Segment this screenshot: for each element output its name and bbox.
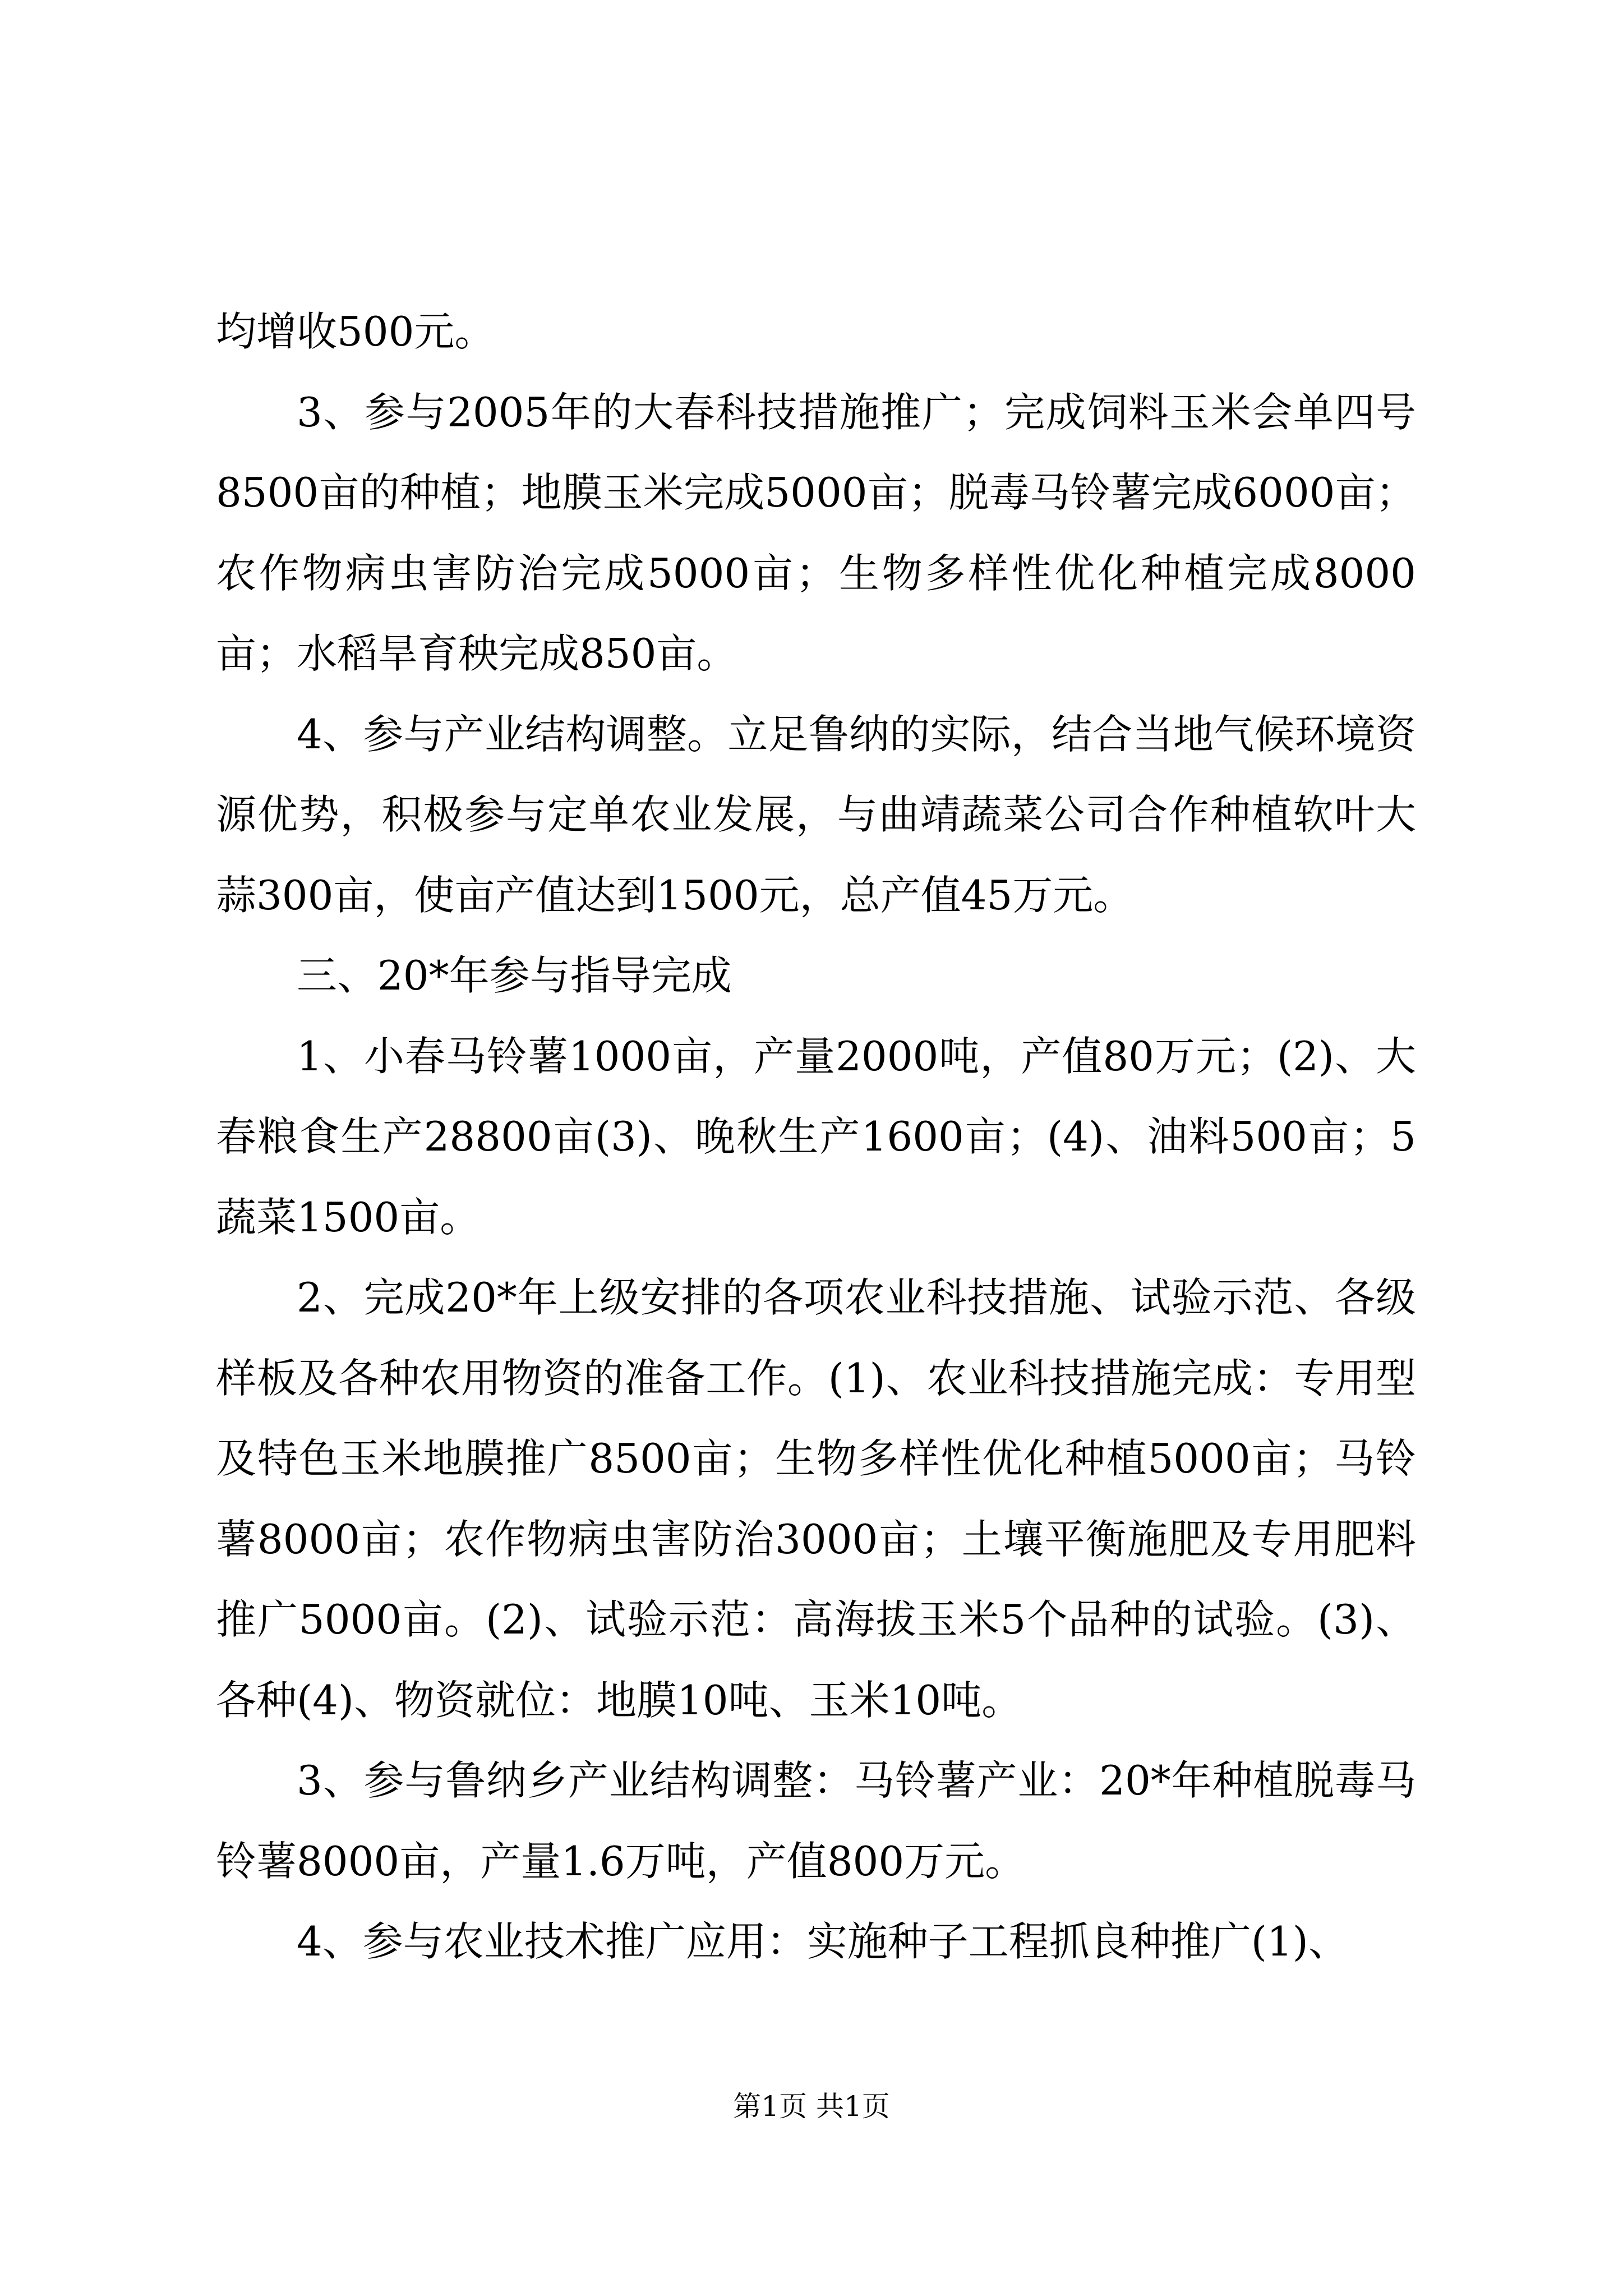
paragraph-3: 4、参与产业结构调整。立足鲁纳的实际，结合当地气候环境资源优势，积极参与定单农业发展，与曲靖蔬菜公司合作种植软叶大蒜300亩，使亩产值达到1500元，总产值45万元。: [216, 710, 1416, 919]
page-footer: 第1页 共1页: [733, 2090, 890, 2123]
paragraph-8: 4、参与农业技术推广应用：实施种子工程抓良种推广(1)、: [297, 1918, 1349, 1965]
paragraph-2: 3、参与2005年的大春科技措施推广；完成饲料玉米会单四号8500亩的种植；地膜玉米完成5000亩；脱毒马铃薯完成6000亩；农作物病虫害防治完成5000亩；生物多样性优化种植完成8000亩；水稻旱育秧完成850亩。: [216, 388, 1416, 677]
paragraph-1: 均增收500元。: [216, 308, 495, 355]
section-heading: 三、20*年参与指导完成: [297, 952, 732, 999]
document-body: [216, 292, 1416, 1982]
paragraph-6: 2、完成20*年上级安排的各项农业科技措施、试验示范、各级样板及各种农用物资的准备工作。(1)、农业科技措施完成：专用型及特色玉米地膜推广8500亩；生物多样性优化种植5000亩；马铃薯8000亩；农作物病虫害防治3000亩；土壤平衡施肥及专用肥料推广5000亩。(2)、试验示范：高海拔玉米5个品种的试验。(3)、各种(4)、物资就位：地膜10吨、玉米10吨。: [216, 1274, 1416, 1724]
paragraph-5: 1、小春马铃薯1000亩，产量2000吨，产值80万元；(2)、大春粮食生产28800亩(3)、晚秋生产1600亩；(4)、油料500亩；5蔬菜1500亩。: [216, 1032, 1416, 1241]
paragraph-7: 3、参与鲁纳乡产业结构调整：马铃薯产业：20*年种植脱毒马铃薯8000亩，产量1.6万吨，产值800万元。: [216, 1757, 1416, 1885]
